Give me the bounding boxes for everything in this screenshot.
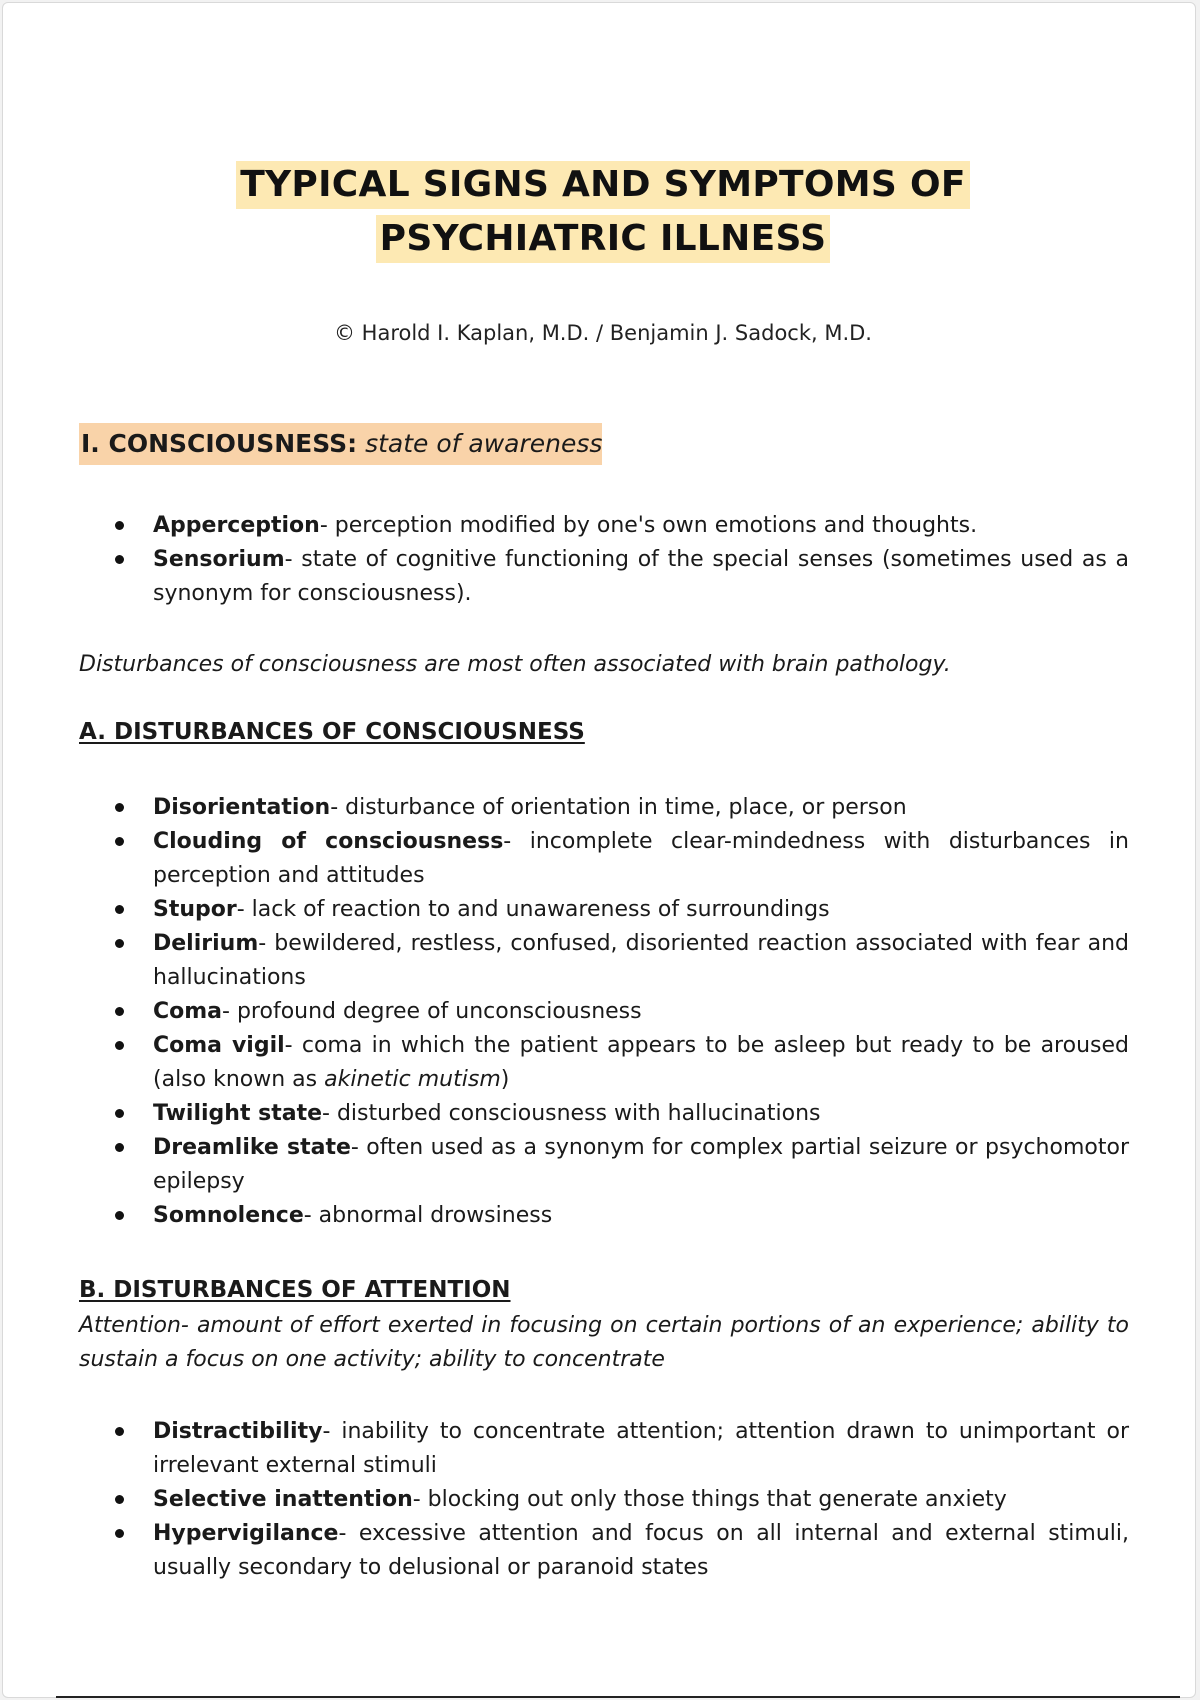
list-item [107,1517,1129,1585]
term: Disorientation [153,795,331,820]
term: Distractibility [153,1419,323,1444]
consciousness-disturbances-list [107,791,1129,1233]
bullet-icon [115,1211,124,1220]
term: Clouding of consciousness [153,829,504,854]
page-bottom-rule [56,1696,1180,1698]
definition: - blocking out only those things that generate anxiety [412,1487,1007,1512]
list-item [107,1029,1129,1097]
bullet-icon [115,521,124,530]
bullet-icon [115,1007,124,1016]
list-item [107,543,1129,611]
term: Coma [153,999,223,1024]
term: Coma vigil [153,1033,285,1058]
list-item [107,995,1129,1029]
list-item [107,1415,1129,1483]
list-item [107,509,1129,543]
section-heading-description: state of awareness [365,429,603,458]
title-line-2: PSYCHIATRIC ILLNESS [376,215,831,263]
bullet-icon [115,1041,124,1050]
bullet-icon [115,555,124,564]
list-item [107,1131,1129,1199]
term: Sensorium [153,547,285,572]
definition: - perception modified by one's own emotions and thoughts. [319,513,978,538]
definition: - incomplete clear-mindedness with disturbances in perception and attitudes [153,829,1129,888]
bullet-icon [115,837,124,846]
disturbances-note: Disturbances of consciousness are most often associated with brain pathology. [79,652,951,677]
bullet-icon [115,1529,124,1538]
list-item [107,1097,1129,1131]
definition: - excessive attention and focus on all internal and external stimuli, usually secondary to delusional or paranoid states [153,1521,1129,1580]
list-item [107,927,1129,995]
list-item [107,1483,1129,1517]
definition: - coma in which the patient appears to be asleep but ready to be aroused (also known as [153,1033,1129,1092]
author-credit: © Harold I. Kaplan, M.D. / Benjamin J. Sadock, M.D. [333,321,872,345]
document-page [2,2,1196,1698]
term: Somnolence [153,1203,304,1228]
term: Delirium [153,931,259,956]
term: Hypervigilance [153,1521,339,1546]
definition: - abnormal drowsiness [303,1203,553,1228]
definition: - lack of reaction to and unawareness of surroundings [236,897,830,922]
term: Selective inattention [153,1487,413,1512]
bullet-icon [115,939,124,948]
section-heading-title: I. CONSCIOUSNESS: [81,429,358,458]
list-item [107,825,1129,893]
section-heading-consciousness [79,423,602,465]
list-item [107,791,1129,825]
definition-tail: ) [500,1067,510,1092]
title-line-1: TYPICAL SIGNS AND SYMPTOMS OF [236,161,970,209]
bullet-icon [115,803,124,812]
definition: - often used as a synonym for complex partial seizure or psychomotor epilepsy [153,1135,1129,1194]
definition-italic: akinetic mutism [324,1067,501,1092]
list-item [107,893,1129,927]
bullet-icon [115,1143,124,1152]
term: Apperception [153,513,320,538]
list-item [107,1199,1129,1233]
term: Dreamlike state [153,1135,351,1160]
definition: - inability to concentrate attention; attention drawn to unimportant or irrelevant external stimuli [153,1419,1129,1478]
subsection-a-title: A. DISTURBANCES OF CONSCIOUSNESS [79,719,585,745]
bullet-icon [115,1427,124,1436]
attention-disturbances-list [107,1415,1129,1585]
attention-note: Attention- amount of effort exerted in focusing on certain portions of an experience; ability to sustain a focus on one activity; ability to concentrate [79,1313,1129,1372]
subsection-b-title: B. DISTURBANCES OF ATTENTION [79,1277,511,1303]
definition: - profound degree of unconsciousness [222,999,642,1024]
bullet-icon [115,1109,124,1118]
definition: - state of cognitive functioning of the special senses (sometimes used as a synonym for consciousness). [153,547,1129,606]
document-title [3,161,1200,263]
bullet-icon [115,905,124,914]
bullet-icon [115,1495,124,1504]
consciousness-list [107,509,1129,611]
definition: - disturbed consciousness with hallucinations [322,1101,821,1126]
definition: - disturbance of orientation in time, place, or person [330,795,907,820]
term: Twilight state [153,1101,323,1126]
term: Stupor [153,897,237,922]
definition: - bewildered, restless, confused, disoriented reaction associated with fear and hallucinations [153,931,1129,990]
